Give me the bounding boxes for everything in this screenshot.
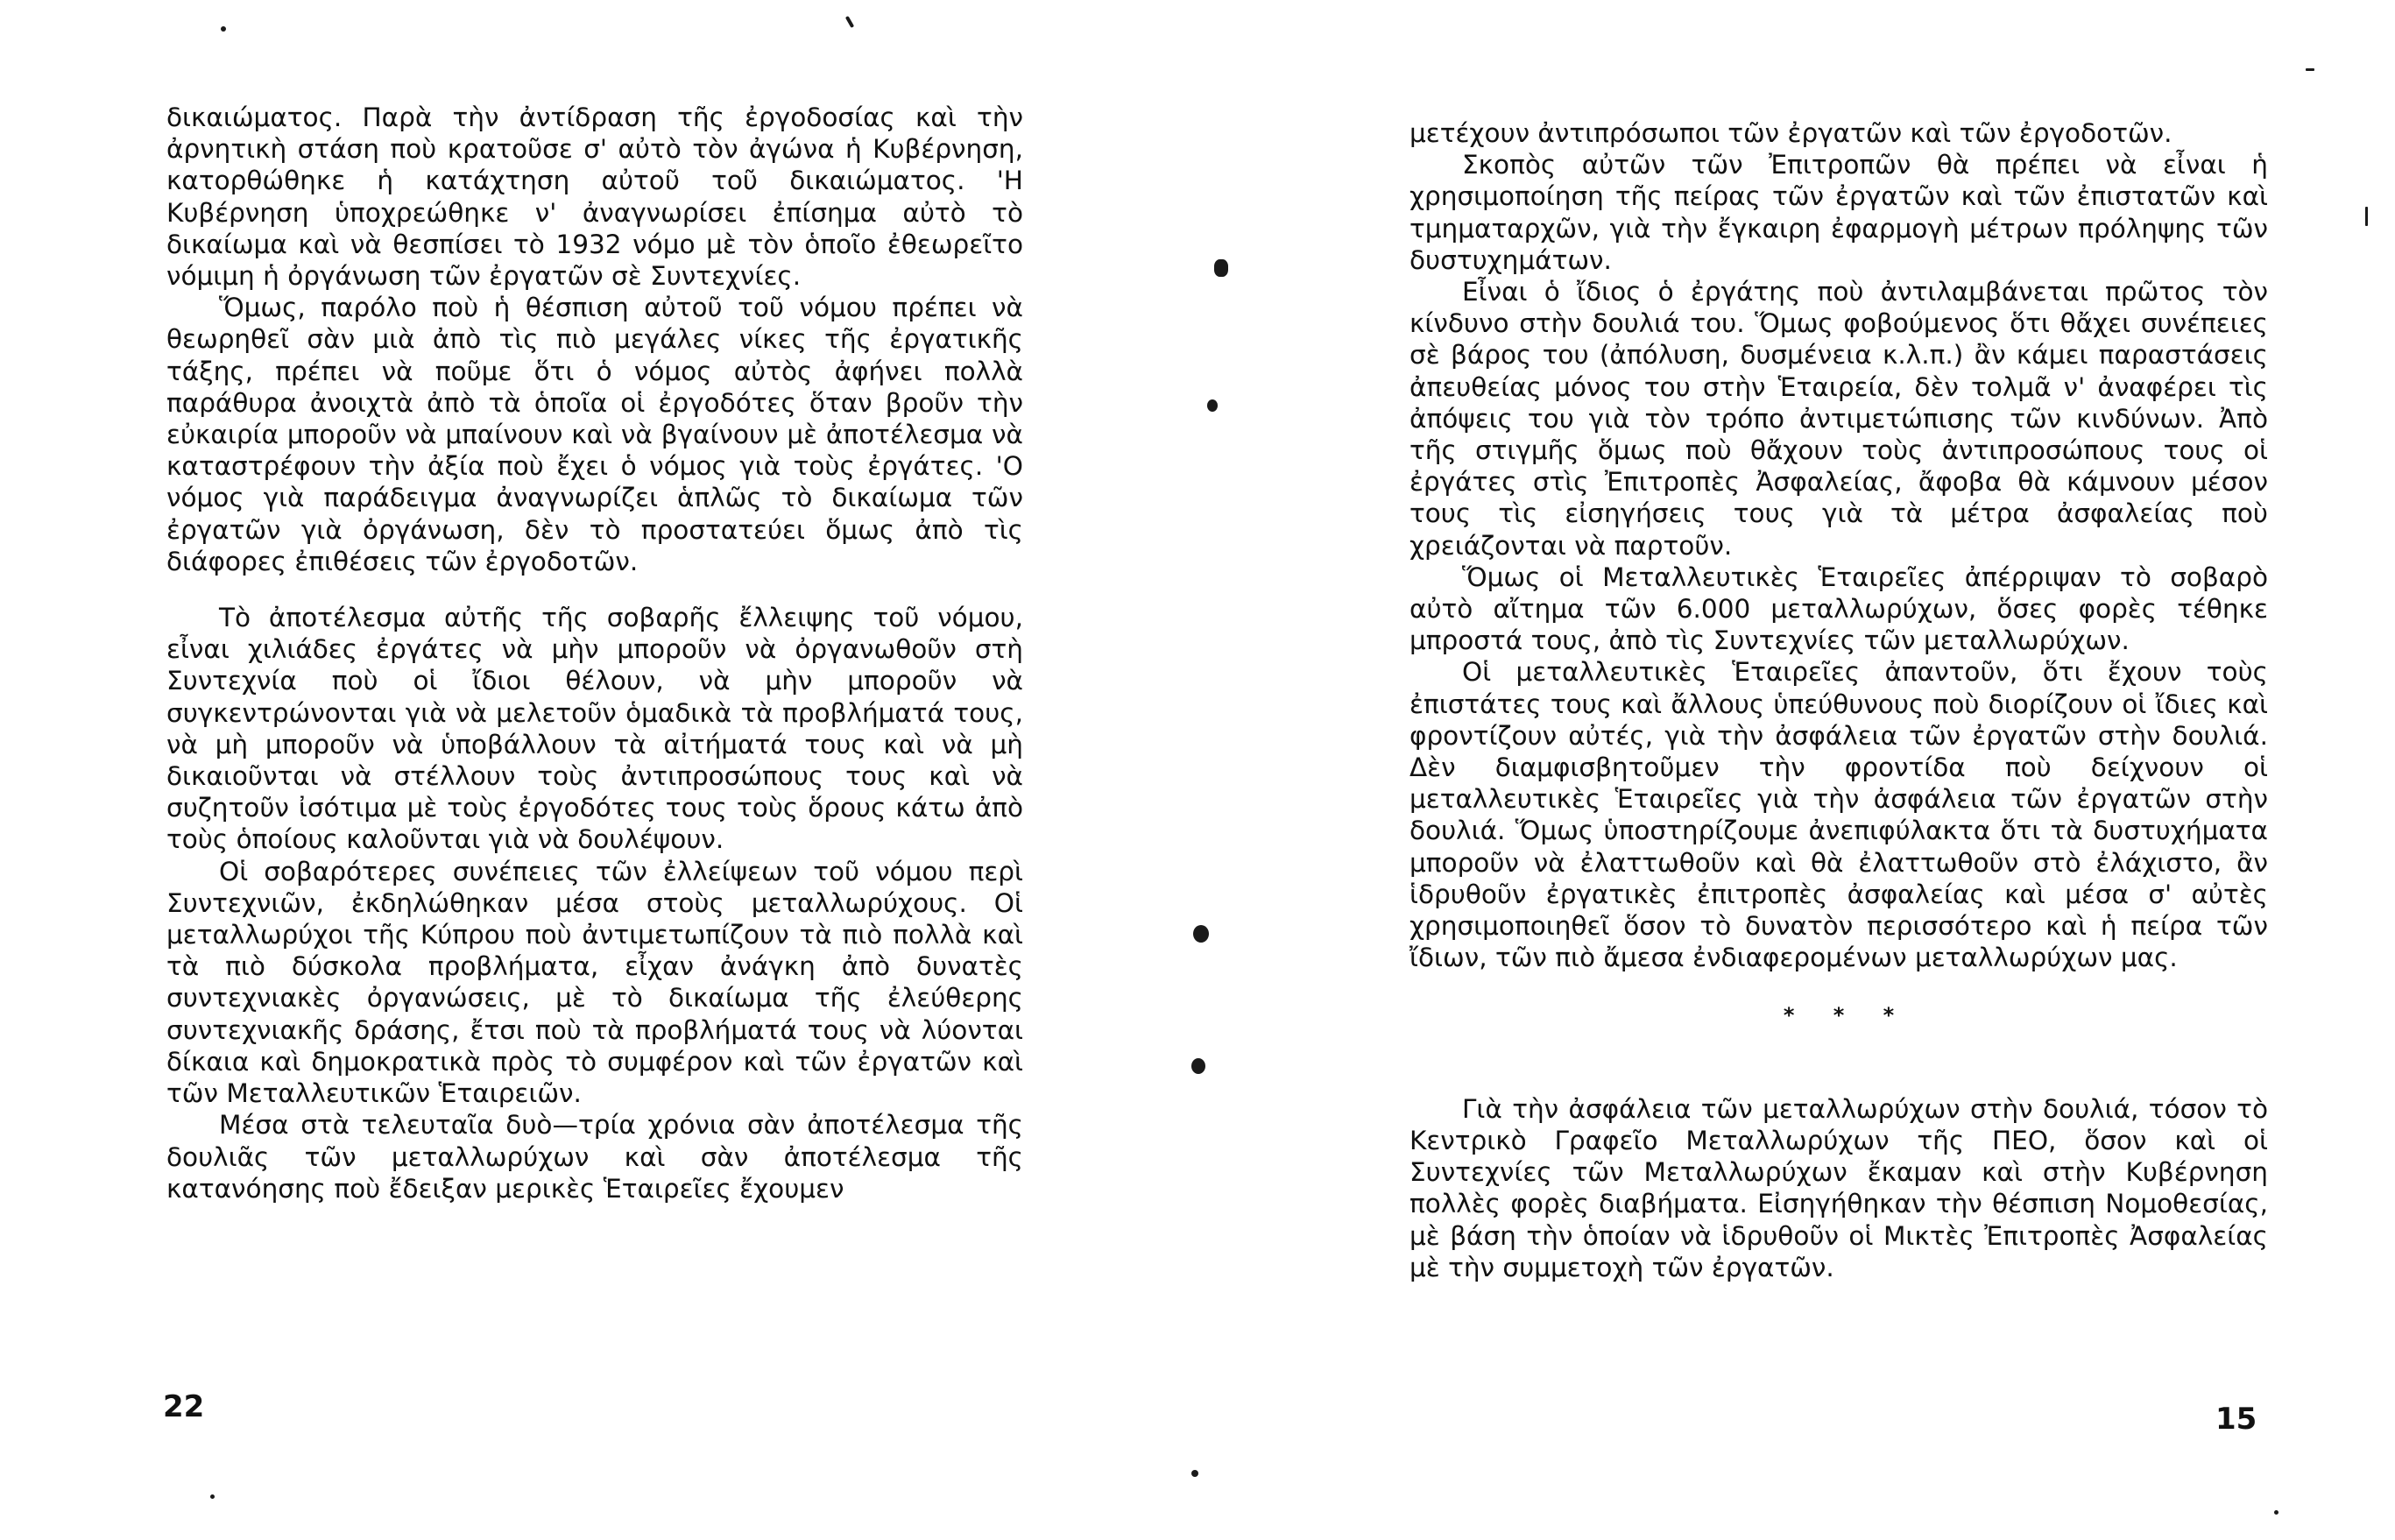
scan-speck — [2365, 207, 2368, 226]
right-paragraph-4: Ὅμως οἱ Μεταλλευτικὲς Ἑταιρεῖες ἀπέρριψαν τὸ σοβαρὸ αὐτὸ αἴτημα τῶν 6.000 μεταλλωρύχων, ὅσες φορὲς τέθηκε μπροστά τους, ἀπὸ τὶς Συντεχνίες τῶν μεταλλωρύχων. — [1409, 562, 2268, 656]
left-page-text-column — [166, 102, 1023, 1204]
right-paragraph-5: Οἱ μεταλλευτικὲς Ἑταιρεῖες ἀπαντοῦν, ὅτι ἔχουν τοὺς ἐπιστάτες τους καὶ ἄλλους ὑπεύθυνους ποὺ διορίζουν οἱ ἴδιες καὶ φροντίζουν αὐτές, γιὰ τὴν ἀσφάλεια τῶν ἐργατῶν στὴν δουλιά. Δὲν διαμφισβητοῦμεν τὴν φροντίδα ποὺ δείχνουν οἱ μεταλλευτικὲς Ἑταιρεῖες γιὰ τὴν ἀσφάλεια τῶν ἐργατῶν στὴν δουλιά. Ὅμως ὑποστηρίζουμε ἀνεπιφύλακτα ὅτι τὰ δυστυχήματα μποροῦν νὰ ἐλαττωθοῦν καὶ θὰ ἐλαττωθοῦν στὸ ἐλάχιστο, ἂν ἱδρυθοῦν ἐργατικὲς ἐπιτροπὲς ἀσφαλείας καὶ μέσα σ' αὐτὲς χρησιμοποιηθεῖ ὅσον τὸ δυνατὸν περισσότερο καὶ ἡ πείρα τῶν ἴδιων, τῶν πιὸ ἄμεσα ἐνδιαφερομένων μεταλλωρύχων μας. — [1409, 657, 2268, 973]
left-paragraph-5: Μέσα στὰ τελευταῖα δυὸ—τρία χρόνια σὰν ἀποτέλεσμα τῆς δουλιᾶς τῶν μεταλλωρύχων καὶ σὰν ἀποτέλεσμα τῆς κατανόησης ποὺ ἔδειξαν μερικὲς Ἑταιρεῖες ἔχουμεν — [166, 1110, 1023, 1204]
left-page-number: 22 — [163, 1389, 205, 1424]
scan-speck — [210, 1494, 215, 1499]
scan-speck — [221, 26, 226, 32]
right-paragraph-6: Γιὰ τὴν ἀσφάλεια τῶν μεταλλωρύχων στὴν δουλιά, τόσον τὸ Κεντρικὸ Γραφεῖο Μεταλλωρύχων τῆς ΠΕΟ, ὅσον καὶ οἱ Συντεχνίες τῶν Μεταλλωρύχων ἔκαμαν καὶ στὴν Κυβέρνηση πολλὲς φορὲς διαβήματα. Εἰσηγήθηκαν τὴν θέσπιση Νομοθεσίας, μὲ βάση τὴν ὁποίαν νὰ ἱδρυθοῦν οἱ Μικτὲς Ἐπιτροπὲς Ἀσφαλείας μὲ τὴν συμμετοχὴ τῶν ἐργατῶν. — [1409, 1093, 2268, 1282]
left-paragraph-4: Οἱ σοβαρότερες συνέπειες τῶν ἐλλείψεων τοῦ νόμου περὶ Συντεχνιῶν, ἐκδηλώθηκαν μέσα στοὺς μεταλλωρύχους. Οἱ μεταλλωρύχοι τῆς Κύπρου ποὺ ἀντιμετωπίζουν τὰ πιὸ πολλὰ καὶ τὰ πιὸ δύσκολα προβλήματα, εἶχαν ἀνάγκη ἀπὸ δυνατὲς συντεχνιακὲς ὀργανώσεις, μὲ τὸ δικαίωμα τῆς ἐλεύθερης συντεχνιακῆς δράσης, ἔτσι ποὺ τὰ προβλήματά τους νὰ λύονται δίκαια καὶ δημοκρατικὰ πρὸς τὸ συμφέρον καὶ τῶν ἐργατῶν καὶ τῶν Μεταλλευτικῶν Ἑταιρειῶν. — [166, 856, 1023, 1109]
section-separator: * * * — [1783, 1003, 1911, 1028]
right-paragraph-3: Εἶναι ὁ ἴδιος ὁ ἐργάτης ποὺ ἀντιλαμβάνεται πρῶτος τὸν κίνδυνο στὴν δουλιά του. Ὅμως φοβούμενος ὅτι θἄχει συνέπειες σὲ βάρος του (ἀπόλυση, δυσμένεια κ.λ.π.) ἂν κάμει παραστάσεις ἀπευθείας μόνος του στὴν Ἑταιρεία, δὲν τολμᾶ ν' ἀναφέρει τὶς ἀπόψεις του γιὰ τὸν τρόπο ἀντιμετώπισης τῶν κινδύνων. Ἀπὸ τῆς στιγμῆς ὅμως ποὺ θἄχουν τοὺς ἀντιπροσώπους τους οἱ ἐργάτες στὶς Ἐπιτροπὲς Ἀσφαλείας, ἄφοβα θὰ κάμνουν μέσον τους τὶς εἰσηγήσεις τους γιὰ τὰ μέτρα ἀσφαλείας ποὺ χρειάζονται νὰ παρτοῦν. — [1409, 277, 2268, 561]
left-paragraph-1: δικαιώματος. Παρὰ τὴν ἀντίδραση τῆς ἐργοδοσίας καὶ τὴν ἀρνητικὴ στάση ποὺ κρατοῦσε σ' αὐτὸ τὸν ἀγώνα ἡ Κυβέρνηση, κατορθώθηκε ἡ κατάχτηση αὐτοῦ τοῦ δικαιώματος. 'Η Κυβέρνηση ὑποχρεώθηκε ν' ἀναγνωρίσει ἐπίσημα αὐτὸ τὸ δικαίωμα καὶ νὰ θεσπίσει τὸ 1932 νόμο μὲ τὸν ὁποῖο ἐθεωρεῖτο νόμιμη ἡ ὀργάνωση τῶν ἐργατῶν σὲ Συντεχνίες. — [166, 102, 1023, 292]
scan-speck — [2274, 1510, 2278, 1515]
scan-speck — [1193, 925, 1209, 943]
scan-speck — [1191, 1058, 1205, 1074]
right-page-number: 15 — [2215, 1402, 2257, 1437]
right-page-text-column — [1409, 117, 2268, 1283]
right-paragraph-1: μετέχουν ἀντιπρόσωποι τῶν ἐργατῶν καὶ τῶν ἐργοδοτῶν. — [1409, 118, 2172, 148]
left-paragraph-3: Τὸ ἀποτέλεσμα αὐτῆς τῆς σοβαρῆς ἔλλειψης τοῦ νόμου, εἶναι χιλιάδες ἐργάτες νὰ μὴν μποροῦν νὰ ὀργανωθοῦν στὴ Συντεχνία ποὺ οἱ ἴδιοι θέλουν, νὰ μὴν μποροῦν νὰ συγκεντρώνονται γιὰ νὰ μελετοῦν ὁμαδικὰ τὰ προβλήματά τους, νὰ μὴ μποροῦν νὰ ὑποβάλλουν τὰ αἰτήματά τους καὶ νὰ μὴ δικαιοῦνται νὰ στέλλουν τοὺς ἀντιπροσώπους τους καὶ νὰ συζητοῦν ἰσότιμα μὲ τοὺς ἐργοδότες τους τοὺς ὅρους κάτω ἀπὸ τοὺς ὁποίους καλοῦνται γιὰ νὰ δουλέψουν. — [166, 603, 1023, 855]
scan-speck — [1214, 259, 1228, 277]
left-paragraph-2: Ὅμως, παρόλο ποὺ ἡ θέσπιση αὐτοῦ τοῦ νόμου πρέπει νὰ θεωρηθεῖ σὰν μιὰ ἀπὸ τὶς πιὸ μεγάλες νίκες τῆς ἐργατικῆς τάξης, πρέπει νὰ ποῦμε ὅτι ὁ νόμος αὐτὸς ἀφήνει πολλὰ παράθυρα ἀνοιχτὰ ἀπὸ τὰ ὁποῖα οἱ ἐργοδότες ὅταν βροῦν τὴν εὐκαιρία μποροῦν νὰ μπαίνουν καὶ νὰ βγαίνουν μὲ ἀποτέλεσμα νὰ καταστρέφουν τὴν ἀξία ποὺ ἔχει ὁ νόμος γιὰ τοὺς ἐργάτες. 'Ο νόμος γιὰ παράδειγμα ἀναγνωρίζει ἁπλῶς τὸ δικαίωμα τῶν ἐργατῶν γιὰ ὀργάνωση, δὲν τὸ προστατεύει ὅμως ἀπὸ τὶς διάφορες ἐπιθέσεις τῶν ἐργοδοτῶν. — [166, 293, 1023, 576]
right-paragraph-2: Σκοπὸς αὐτῶν τῶν Ἐπιτροπῶν θὰ πρέπει νὰ εἶναι ἡ χρησιμοποίηση τῆς πείρας τῶν ἐργατῶν καὶ τῶν ἐπιστατῶν καὶ τμηματαρχῶν, γιὰ τὴν ἔγκαιρη ἐφαρμογὴ μέτρων πρόληψης τῶν δυστυχημάτων. — [1409, 150, 2268, 275]
scan-speck — [2306, 68, 2314, 71]
right-page — [1198, 0, 2395, 1540]
scan-speck — [1191, 1470, 1198, 1477]
scan-speck — [1207, 399, 1218, 412]
